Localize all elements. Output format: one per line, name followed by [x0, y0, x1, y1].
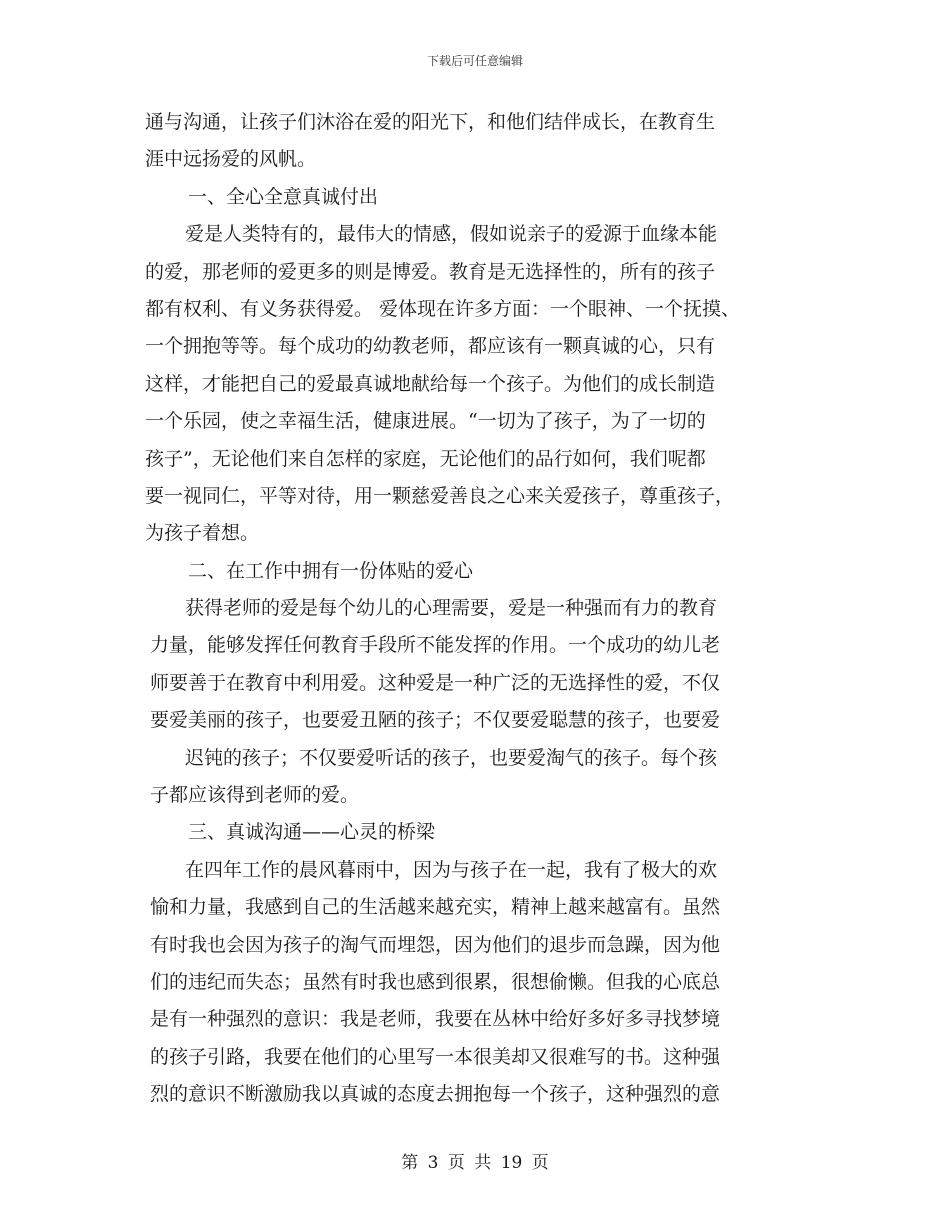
body-line: 涯中远扬爱的风帆。: [145, 148, 317, 171]
body-line: 一个拥抱等等。每个成功的幼教老师，都应该有一颗真诚的心，只有: [145, 335, 716, 358]
paragraph-first-line: 在四年工作的晨风暮雨中，因为与孩子在一起，我有了极大的欢: [185, 858, 718, 881]
body-line: 是有一种强烈的意识：我是老师，我要在丛林中给好多好多寻找梦境: [150, 1008, 721, 1031]
body-line: 通与沟通，让孩子们沐浴在爱的阳光下，和他们结伴成长，在教育生: [145, 111, 716, 133]
body-line: 师要善于在教育中利用爱。这种爱是一种广泛的无选择性的爱，不仅: [150, 671, 721, 694]
body-line: 孩子”，无论他们来自怎样的家庭，无论他们的品行如何，我们呢都: [145, 447, 706, 470]
body-line: 子都应该得到老师的爱。: [150, 784, 360, 807]
document-body: [0, 104, 950, 1114]
section-heading: 三、真诚沟通——心灵的桥梁: [188, 821, 436, 844]
body-line: 力量，能够发挥任何教育手段所不能发挥的作用。一个成功的幼儿老: [150, 634, 721, 657]
body-line: 为孩子着想。: [145, 522, 260, 545]
body-line: 要爱美丽的孩子，也要爱丑陋的孩子；不仅要爱聪慧的孩子，也要爱: [150, 709, 721, 732]
body-line: 的孩子引路，我要在他们的心里写一本很美却又很难写的书。这种强: [150, 1045, 721, 1068]
body-line: 都有权利、有义务获得爱。 爱体现在许多方面：一个眼神、一个抚摸、: [145, 297, 741, 320]
body-line: 的爱，那老师的爱更多的则是博爱。教育是无选择性的，所有的孩子: [145, 260, 716, 283]
section-heading: 一、全心全意真诚付出: [188, 185, 379, 208]
page-header: 下载后可任意编辑: [426, 54, 523, 68]
body-line: 烈的意识不断激励我以真诚的态度去拥抱每一个孩子，这种强烈的意: [150, 1083, 721, 1106]
page-number-footer: 第 3 页 共 19 页: [401, 1153, 549, 1173]
body-line: 愉和力量，我感到自己的生活越来越充实，精神上越来越富有。虽然: [150, 896, 721, 919]
body-line: 有时我也会因为孩子的淘气而埋怨，因为他们的退步而急躁，因为他: [150, 933, 721, 956]
section-heading: 二、在工作中拥有一份体贴的爱心: [188, 559, 474, 582]
body-line: 迟钝的孩子；不仅要爱听话的孩子，也要爱淘气的孩子。每个孩: [185, 746, 718, 769]
body-line: 们的违纪而失态；虽然有时我也感到很累，很想偷懒。但我的心底总: [150, 970, 721, 993]
body-line: 一个乐园，使之幸福生活，健康进展。“一切为了孩子，为了一切的: [145, 410, 706, 433]
body-line: 这样，才能把自己的爱最真诚地献给每一个孩子。为他们的成长制造: [145, 372, 716, 395]
paragraph-first-line: 爱是人类特有的，最伟大的情感，假如说亲子的爱源于血缘本能: [185, 223, 718, 246]
body-line: 要一视同仁，平等对待，用一颗慈爱善良之心来关爱孩子，尊重孩子，: [145, 484, 735, 507]
paragraph-first-line: 获得老师的爱是每个幼儿的心理需要，爱是一种强而有力的教育: [185, 597, 718, 620]
